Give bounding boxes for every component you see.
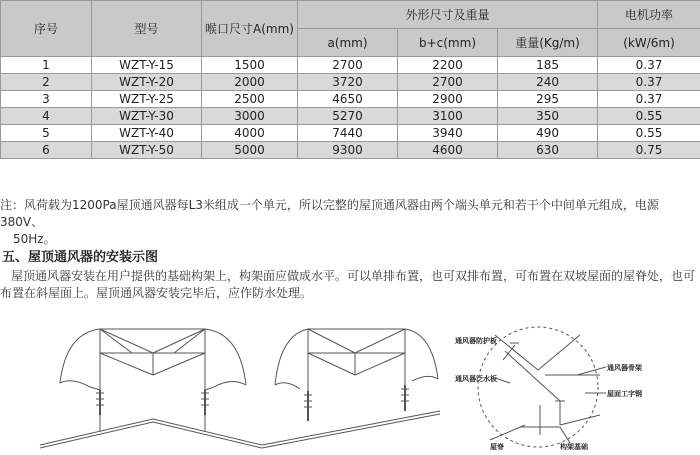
paragraph-line-2: 布置在斜屋面上。屋顶通风器安装完毕后，应作防水处理。 [0, 285, 700, 302]
paragraph-line-1: 屋顶通风器安装在用户提供的基础构架上，构架面应做成水平。可以单排布置，也可双排布置，可布置在双坡屋面的屋脊处，也可 [0, 268, 700, 285]
label-base: 构架基础 [560, 442, 588, 451]
cell-throat: 4000 [202, 125, 298, 142]
table-row [1, 91, 700, 108]
cell-model: WZT-Y-25 [92, 91, 202, 108]
table-row [1, 125, 700, 142]
table-row [1, 74, 700, 91]
table-row [1, 57, 700, 74]
cell-a: 3720 [298, 74, 398, 91]
cell-power: 0.37 [598, 74, 700, 91]
cell-power: 0.75 [598, 142, 700, 159]
cell-model: WZT-Y-40 [92, 125, 202, 142]
cell-no: 4 [1, 108, 92, 125]
table-row [1, 108, 700, 125]
cell-a: 2700 [298, 57, 398, 74]
cell-bc: 2900 [398, 91, 498, 108]
cell-throat: 2000 [202, 74, 298, 91]
cell-model: WZT-Y-30 [92, 108, 202, 125]
installation-diagrams [0, 315, 700, 451]
cell-weight: 295 [498, 91, 598, 108]
cell-no: 6 [1, 142, 92, 159]
cell-throat: 1500 [202, 57, 298, 74]
label-ridge: 屋脊 [490, 442, 504, 451]
header-weight: 重量(Kg/m) [498, 29, 598, 57]
note-line-1: 注：风荷载为1200Pa屋顶通风器每L3米组成一个单元，所以完整的屋顶通风器由两个端头单元和若干个中间单元组成，电源380V、 [0, 197, 700, 231]
cell-weight: 490 [498, 125, 598, 142]
cell-power: 0.55 [598, 125, 700, 142]
section-paragraph [0, 268, 700, 302]
cell-model: WZT-Y-20 [92, 74, 202, 91]
cell-a: 9300 [298, 142, 398, 159]
label-rib: 通风器骨架 [606, 363, 642, 372]
cell-bc: 2200 [398, 57, 498, 74]
cell-a: 7440 [298, 125, 398, 142]
cell-weight: 350 [498, 108, 598, 125]
cell-power: 0.37 [598, 91, 700, 108]
header-no: 序号 [1, 1, 92, 57]
cell-weight: 630 [498, 142, 598, 159]
cell-power: 0.37 [598, 57, 700, 74]
label-ibeam: 屋面工字钢 [607, 389, 642, 398]
header-bc: b+c(mm) [398, 29, 498, 57]
cell-a: 5270 [298, 108, 398, 125]
cell-no: 1 [1, 57, 92, 74]
ridge-ventilator-drawing [40, 329, 262, 448]
detail-drawing [478, 327, 606, 447]
header-dims-group: 外形尺寸及重量 [298, 1, 598, 29]
cell-a: 4650 [298, 91, 398, 108]
cell-model: WZT-Y-15 [92, 57, 202, 74]
cell-no: 3 [1, 91, 92, 108]
label-guard: 通风器防护板 [454, 336, 497, 345]
cell-no: 2 [1, 74, 92, 91]
cell-throat: 2500 [202, 91, 298, 108]
header-power-unit: (kW/6m) [598, 29, 700, 57]
cell-no: 5 [1, 125, 92, 142]
cell-weight: 185 [498, 57, 598, 74]
cell-throat: 3000 [202, 108, 298, 125]
spec-table [0, 0, 700, 159]
header-a: a(mm) [298, 29, 398, 57]
cell-bc: 3100 [398, 108, 498, 125]
section-title: 五、屋顶通风器的安装示图 [2, 246, 158, 265]
label-flashing: 通风器泛水板 [454, 374, 497, 383]
table-note [0, 197, 700, 248]
slope-ventilator-drawing [262, 329, 440, 448]
cell-throat: 5000 [202, 142, 298, 159]
header-power: 电机功率 [598, 1, 700, 29]
header-throat: 喉口尺寸A(mm) [202, 1, 298, 57]
cell-weight: 240 [498, 74, 598, 91]
note-line-2: 50Hz。 [0, 231, 700, 248]
installation-drawing [0, 315, 700, 451]
table-row [1, 142, 700, 159]
cell-power: 0.55 [598, 108, 700, 125]
cell-bc: 3940 [398, 125, 498, 142]
header-model: 型号 [92, 1, 202, 57]
cell-bc: 4600 [398, 142, 498, 159]
cell-model: WZT-Y-50 [92, 142, 202, 159]
cell-bc: 2700 [398, 74, 498, 91]
